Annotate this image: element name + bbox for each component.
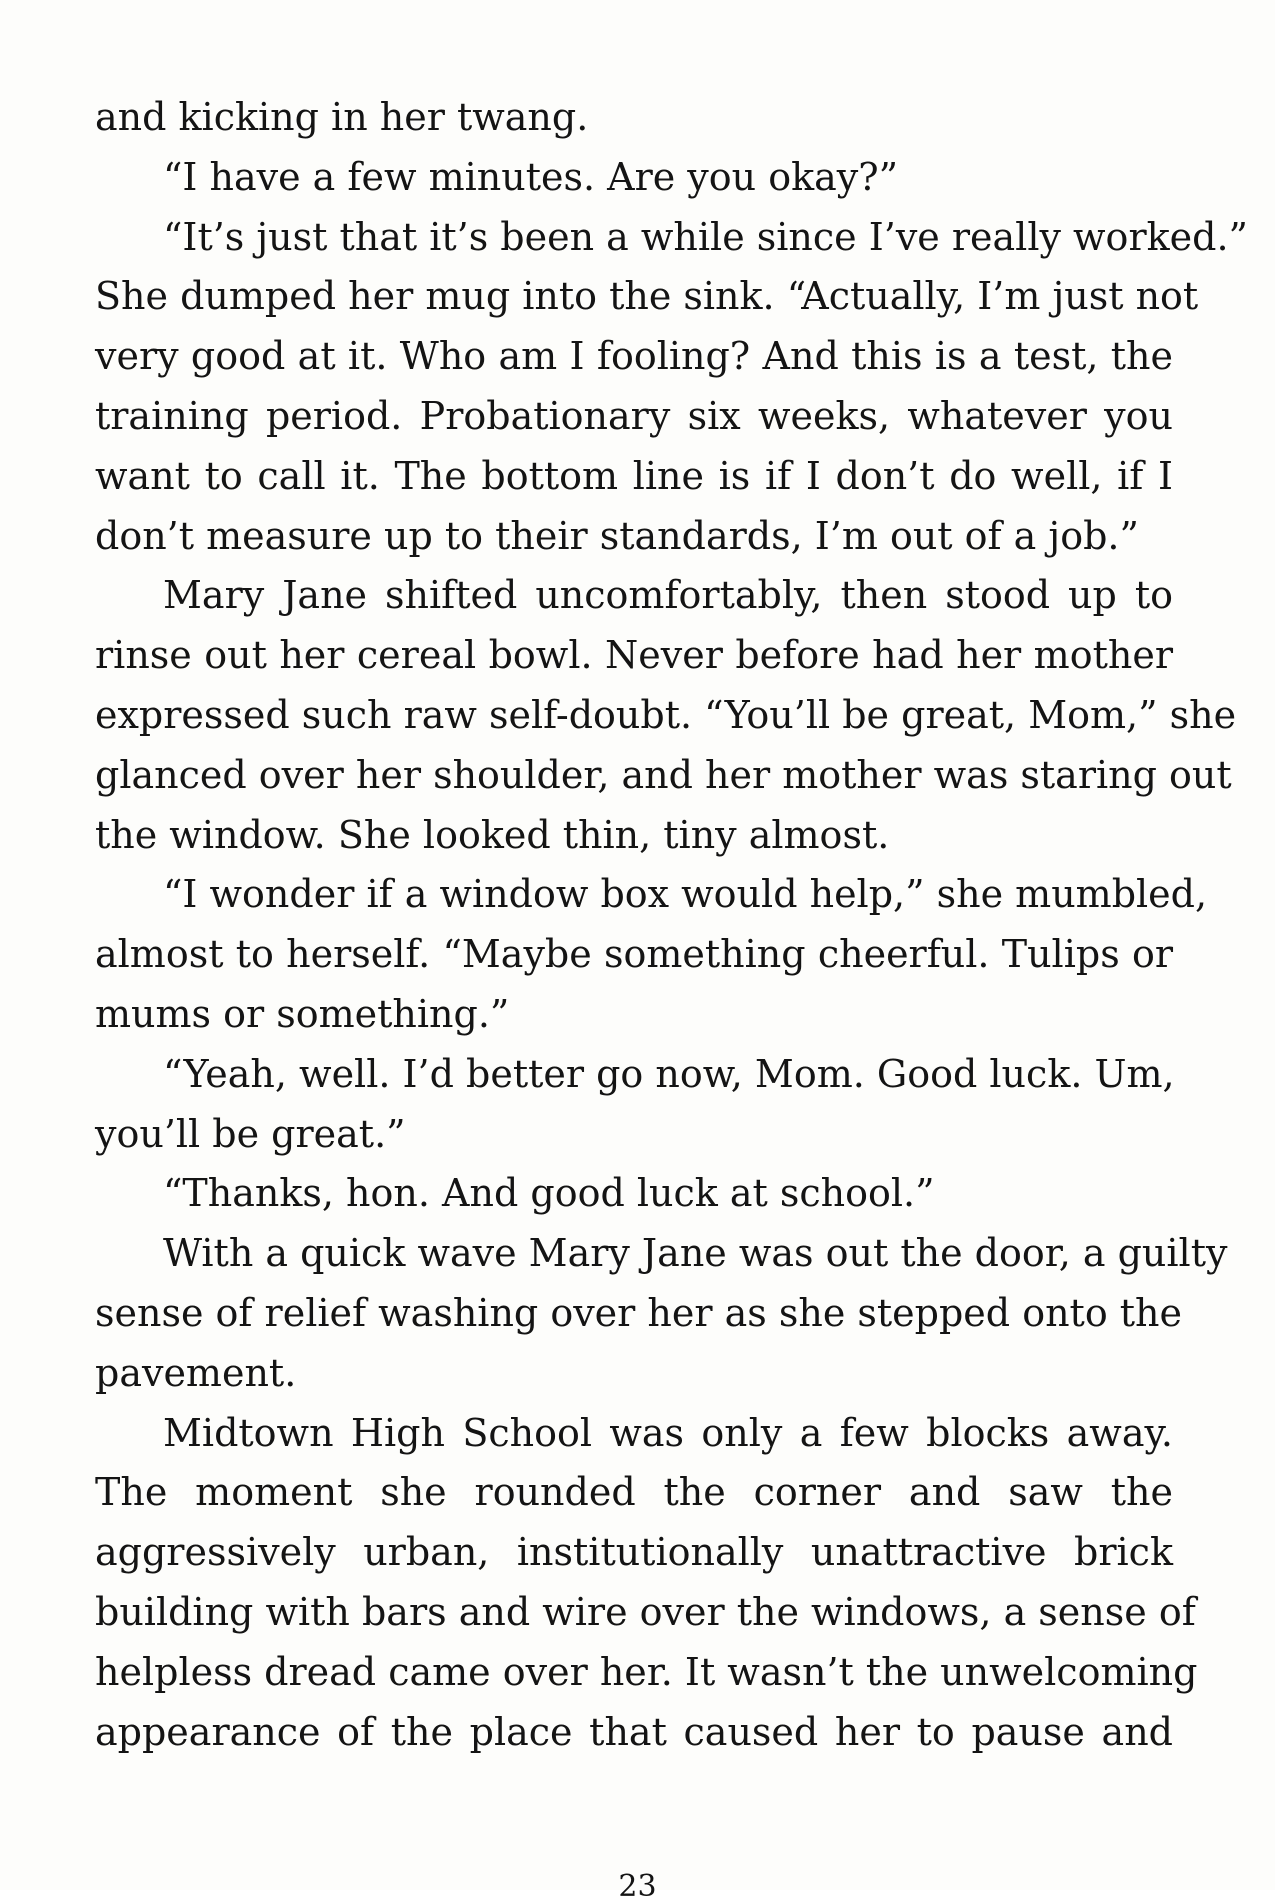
text-line: “It’s just that it’s been a while since I’ve really worked.” (163, 214, 1248, 259)
text-line: glanced over her shoulder, and her mother was staring out (95, 752, 1232, 797)
text-line: rinse out her cereal bowl. Never before had her mother (95, 633, 1173, 678)
text-line: want to call it. The bottom line is if I don’t do well, if I (95, 453, 1173, 498)
text-line: you’ll be great.” (95, 1111, 406, 1156)
text-line: building with bars and wire over the windows, a sense of (95, 1589, 1196, 1634)
text-line: training period. Probationary six weeks, whatever you (95, 393, 1173, 438)
page-number: 23 (618, 1869, 657, 1904)
text-line: and kicking in her twang. (95, 95, 589, 139)
text-line: “I have a few minutes. Are you okay?” (163, 154, 899, 199)
text-line: expressed such raw self-doubt. “You’ll be great, Mom,” she (95, 692, 1237, 737)
text-line: The moment she rounded the corner and saw the (95, 1470, 1173, 1515)
text-line: aggressively urban, institutionally unattractive brick (95, 1530, 1173, 1575)
text-line: She dumped her mug into the sink. “Actually, I’m just not (95, 274, 1199, 319)
text-line: With a quick wave Mary Jane was out the door, a guilty (163, 1231, 1228, 1276)
text-line: “Yeah, well. I’d better go now, Mom. Good luck. Um, (163, 1051, 1175, 1096)
text-line: don’t measure up to their standards, I’m out of a job.” (95, 513, 1139, 558)
text-line: Mary Jane shifted uncomfortably, then stood up to (163, 573, 1173, 618)
text-line: very good at it. Who am I fooling? And this is a test, the (95, 334, 1173, 379)
text-line: “Thanks, hon. And good luck at school.” (163, 1171, 935, 1216)
text-line: mums or something.” (95, 991, 510, 1036)
text-line: “I wonder if a window box would help,” she mumbled, (163, 872, 1208, 917)
text-line: Midtown High School was only a few blocks away. (163, 1410, 1173, 1455)
text-line: pavement. (95, 1350, 297, 1395)
body-text (95, 88, 1248, 1762)
text-line: almost to herself. “Maybe something cheerful. Tulips or (95, 932, 1173, 977)
text-line: sense of relief washing over her as she stepped onto the (95, 1290, 1183, 1335)
text-line: helpless dread came over her. It wasn’t the unwelcoming (95, 1649, 1198, 1694)
text-line: the window. She looked thin, tiny almost. (95, 812, 890, 857)
text-line: appearance of the place that caused her to pause and (95, 1709, 1173, 1754)
